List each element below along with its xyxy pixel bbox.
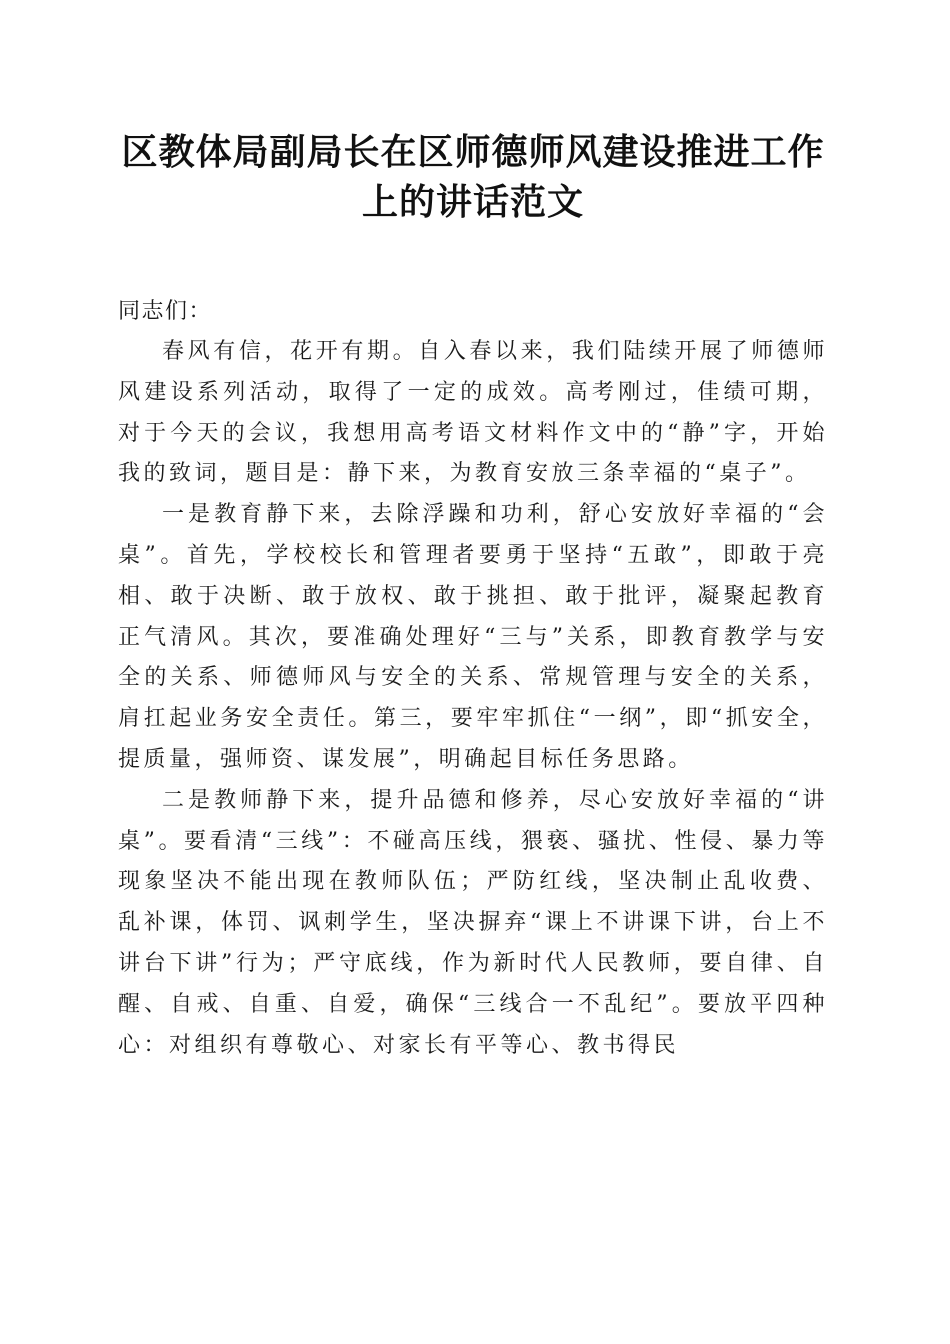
document-title: 区教体局副局长在区师德师风建设推进工作上的讲话范文: [121, 132, 825, 223]
salutation: 同志们：: [118, 299, 213, 324]
paragraph-point-two: 二是教师静下来，提升品德和修养，尽心安放好幸福的“讲桌”。要看清“三线”：不碰高压线，猥亵、骚扰、性侵、暴力等现象坚决不能出现在教师队伍；严防红线，坚决制止乱收费、乱补课，体罚、讽刺学生，坚决摒弃“课上不讲课下讲，台上不讲台下讲”行为；严守底线，作为新时代人民教师，要自律、自醒、自戒、自重、自爱，确保“三线合一不乱纪”。要放平四种心：对组织有尊敬心、对家长有平等心、教书得民: [118, 787, 828, 1058]
paragraph-point-one: 一是教育静下来，去除浮躁和功利，舒心安放好幸福的“会桌”。首先，学校校长和管理者要勇于坚持“五敢”，即敢于亮相、敢于决断、敢于放权、敢于挑担、敢于批评，凝聚起教育正气清风。其次，要准确处理好“三与”关系，即教育教学与安全的关系、师德师风与安全的关系、常规管理与安全的关系，肩扛起业务安全责任。第三，要牢牢抓住“一纲”，即“抓安全，提质量，强师资、谋发展”，明确起目标任务思路。: [118, 502, 828, 772]
document-page: [118, 128, 828, 1066]
paragraph-intro: 春风有信，花开有期。自入春以来，我们陆续开展了师德师风建设系列活动，取得了一定的成效。高考刚过，佳绩可期，对于今天的会议，我想用高考语文材料作文中的“静”字，开始我的致词，题目是：静下来，为教育安放三条幸福的“桌子”。: [118, 339, 828, 487]
